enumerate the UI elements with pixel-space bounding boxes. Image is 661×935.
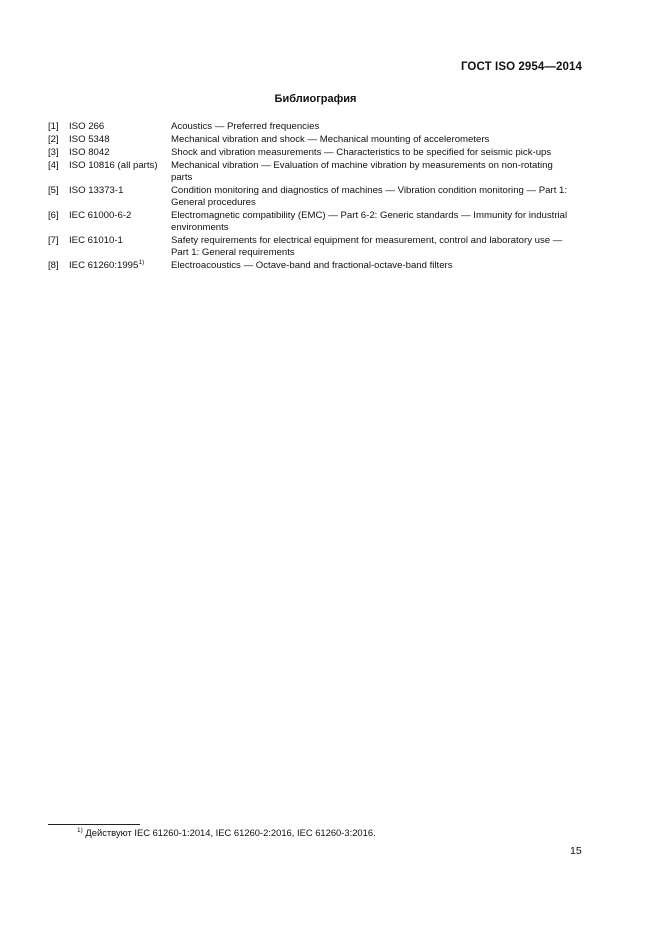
bibliography-entry [48, 210, 584, 233]
entry-code: ISO 13373-1 [69, 185, 124, 196]
entry-code [69, 260, 171, 272]
entry-description [171, 210, 584, 233]
entry-description [171, 185, 584, 208]
bibliography-entry [48, 235, 584, 258]
entry-code: IEC 61010-1 [69, 235, 123, 246]
entry-description-line: Part 1: General requirements [171, 246, 295, 258]
page-number: 15 [570, 845, 582, 857]
entry-number: [3] [48, 147, 59, 158]
entry-description-line: Acoustics — Preferred frequencies [171, 121, 320, 132]
footnote-divider [48, 824, 140, 825]
entry-description-line: Electromagnetic compatibility (EMC) — Part 6-2: Generic standards — Immunity for industrial [171, 210, 568, 221]
footnote [77, 827, 376, 838]
entry-number: [2] [48, 134, 59, 145]
entry-description-line: Shock and vibration measurements — Characteristics to be specified for seismic pick-ups [171, 147, 552, 158]
entry-description [171, 134, 584, 146]
bibliography-entry [48, 121, 584, 133]
standard-header: ГОСТ ISO 2954—2014 [460, 61, 582, 73]
entry-number: [6] [48, 210, 59, 221]
footnote-marker: 1) [138, 259, 145, 266]
entry-number: [8] [48, 260, 59, 271]
bibliography-entry [48, 160, 584, 183]
entry-description-line: Mechanical vibration — Evaluation of machine vibration by measurements on non-rotating [171, 160, 553, 171]
entry-code: IEC 61000-6-2 [69, 210, 132, 221]
entry-description-line: environments [171, 221, 229, 233]
entry-description [171, 160, 584, 183]
bibliography-title: Библиография [274, 93, 357, 105]
bibliography-entry [48, 185, 584, 208]
bibliography-entry [48, 134, 584, 146]
entry-code: ISO 266 [69, 121, 105, 132]
entry-description [171, 147, 584, 159]
entry-description-line: General procedures [171, 196, 256, 208]
entry-code: ISO 8042 [69, 147, 110, 158]
bibliography-list [48, 121, 584, 272]
footnote-text: Действуют IEC 61260-1:2014, IEC 61260-2:2016, IEC 61260-3:2016. [85, 827, 376, 838]
entry-description [171, 260, 584, 272]
entry-description-line: Electroacoustics — Octave-band and fractional-octave-band filters [171, 260, 453, 271]
entry-description-line: Mechanical vibration and shock — Mechanical mounting of accelerometers [171, 134, 490, 145]
entry-number: [1] [48, 121, 59, 132]
entry-description [171, 121, 584, 133]
entry-code: ISO 5348 [69, 134, 110, 145]
entry-description-line: parts [171, 171, 193, 183]
entry-description-line: Safety requirements for electrical equipment for measurement, control and laboratory use — [171, 235, 563, 246]
entry-code: ISO 10816 (all parts) [69, 160, 158, 171]
footnote-marker: 1) [77, 827, 83, 834]
entry-description-line: Condition monitoring and diagnostics of machines — Vibration condition monitoring — Part 1: [171, 185, 568, 196]
entry-code-text: IEC 61260:1995 [69, 260, 139, 271]
entry-number: [4] [48, 160, 59, 171]
bibliography-entry [48, 260, 584, 272]
entry-number: [7] [48, 235, 59, 246]
entry-description [171, 235, 584, 258]
bibliography-entry [48, 147, 584, 159]
entry-number: [5] [48, 185, 59, 196]
